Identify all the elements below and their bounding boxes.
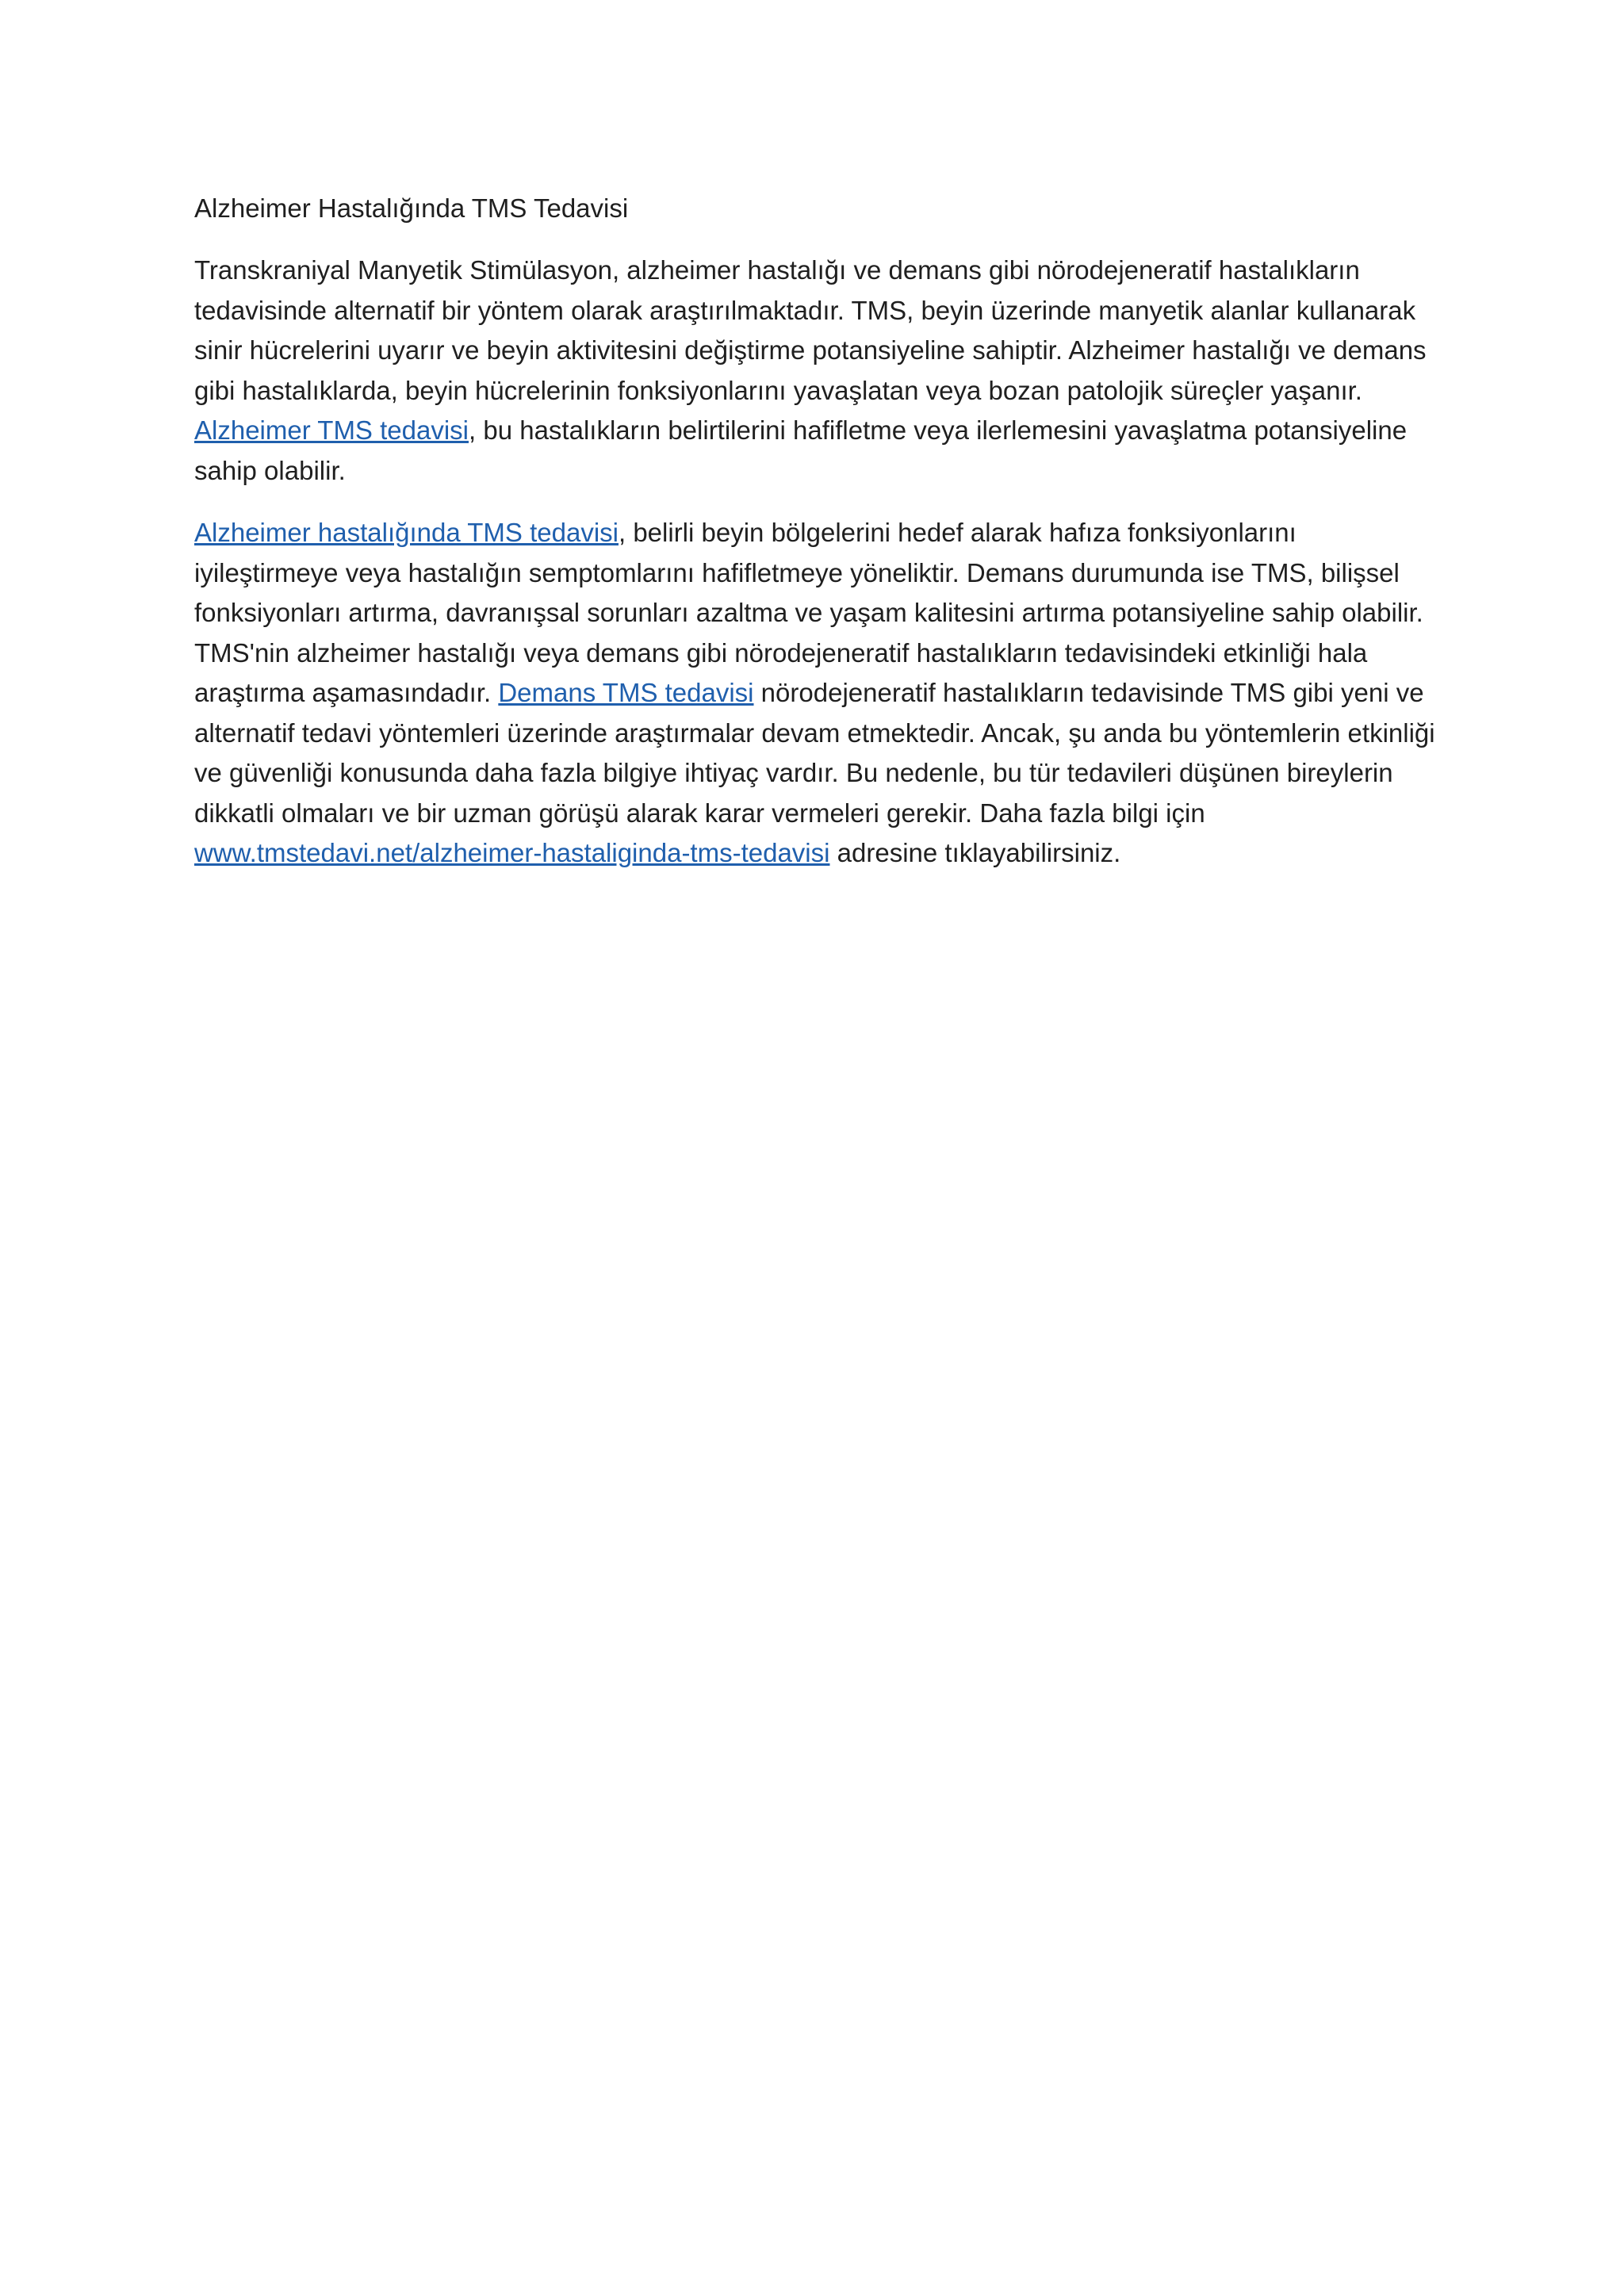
paragraph-details	[194, 513, 1447, 874]
paragraph-details-text-2: nörodejeneratif hastalıkların tedavisinde TMS gibi yeni ve alternatif tedavi yöntemleri üzerinde araştırmalar devam etmektedir. Ancak, şu anda bu yöntemlerin etkinliği ve güvenliği konusunda daha fazla bilgiye ihtiyaç vardır. Bu nedenle, bu tür tedavileri düşünen bireylerin dikkatli olmaları ve bir uzman görüşü alarak karar vermeleri gerekir. Daha fazla bilgi için	[194, 678, 1435, 828]
link-alzheimer-hastaliginda-tms-tedavisi[interactable]: Alzheimer hastalığında TMS tedavisi	[194, 518, 619, 547]
document-title: Alzheimer Hastalığında TMS Tedavisi	[194, 193, 629, 223]
link-demans-tms-tedavisi[interactable]: Demans TMS tedavisi	[498, 678, 754, 707]
link-alzheimer-tms-tedavisi[interactable]: Alzheimer TMS tedavisi	[194, 415, 469, 445]
document-page	[194, 189, 1447, 896]
paragraph-intro-text-2: , bu hastalıkların belirtilerini hafifletme veya ilerlemesini yavaşlatma potansiyeline sahip olabilir.	[194, 415, 1408, 485]
paragraph-intro	[194, 251, 1447, 491]
paragraph-intro-text-1: Transkraniyal Manyetik Stimülasyon, alzheimer hastalığı ve demans gibi nörodejeneratif hastalıkların tedavisinde alternatif bir yöntem olarak araştırılmaktadır. TMS, beyin üzerinde manyetik alanlar kullanarak sinir hücrelerini uyarır ve beyin aktivitesini değiştirme potansiyeline sahiptir. Alzheimer hastalığı ve demans gibi hastalıklarda, beyin hücrelerinin fonksiyonlarını yavaşlatan veya bozan patolojik süreçler yaşanır.	[194, 255, 1427, 405]
paragraph-details-text-1: , belirli beyin bölgelerini hedef alarak hafıza fonksiyonlarını iyileştirmeye veya hastalığın semptomlarını hafifletmeye yöneliktir. Demans durumunda ise TMS, bilişsel fonksiyonları artırma, davranışsal sorunları azaltma ve yaşam kalitesini artırma potansiyeline sahip olabilir. TMS'nin alzheimer hastalığı veya demans gibi nörodejeneratif hastalıkların tedavisindeki etkinliği hala araştırma aşamasındadır.	[194, 518, 1423, 707]
paragraph-details-text-3: adresine tıklayabilirsiniz.	[829, 838, 1121, 867]
link-website-url[interactable]: www.tmstedavi.net/alzheimer-hastaliginda-tms-tedavisi	[194, 838, 830, 867]
